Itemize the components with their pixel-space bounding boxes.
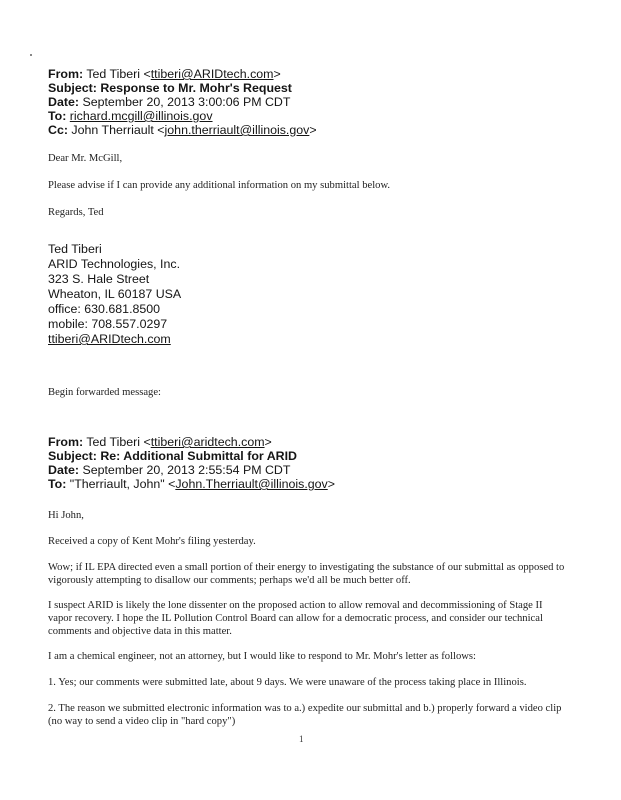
email1-to-line	[48, 109, 213, 123]
signature-email-link[interactable]: ttiberi@ARIDtech.com	[48, 332, 171, 346]
signature-company: ARID Technologies, Inc.	[48, 257, 181, 271]
from-close: >	[264, 435, 272, 449]
page-number: 1	[299, 734, 304, 744]
from-name: Ted Tiberi <	[86, 435, 151, 449]
date-text: September 20, 2013 2:55:54 PM CDT	[82, 463, 291, 477]
email2-list-item-1: 1. Yes; our comments were submitted late, about 9 days. We were unaware of the process taking place in Illinois.	[48, 677, 527, 688]
date-text: September 20, 2013 3:00:06 PM CDT	[82, 95, 291, 109]
email2-paragraph-1: Received a copy of Kent Mohr's filing yesterday.	[48, 536, 256, 547]
email2-greeting: Hi John,	[48, 510, 84, 521]
from-name: Ted Tiberi <	[86, 67, 151, 81]
email1-subject-line	[48, 81, 292, 95]
signature-street: 323 S. Hale Street	[48, 272, 150, 286]
cc-close: >	[309, 123, 317, 137]
email1-salutation: Dear Mr. McGill,	[48, 153, 123, 164]
email2-paragraph-2: Wow; if IL EPA directed even a small portion of their energy to investigating the substance of our submittal as opposed to vigorously attempting to disallow our comments; perhaps we'd all be much better off.	[48, 562, 565, 586]
to-name: "Therriault, John" <	[69, 477, 176, 491]
cc-email-link[interactable]: john.therriault@illinois.gov	[164, 123, 310, 137]
from-email-link[interactable]: ttiberi@ARIDtech.com	[150, 67, 274, 81]
email2-to-line	[48, 477, 335, 491]
cc-name: John Therriault <	[71, 123, 165, 137]
subject-text: Response to Mr. Mohr's Request	[100, 81, 292, 95]
email1-date-line	[48, 95, 290, 109]
email2-list-item-2: 2. The reason we submitted electronic information was to a.) expedite our submittal and b.) properly forward a video clip (no way to send a video clip in "hard copy")	[48, 703, 562, 727]
to-label: To:	[48, 477, 67, 491]
email1-closing: Regards, Ted	[48, 207, 104, 218]
subject-text: Re: Additional Submittal for ARID	[100, 449, 297, 463]
email1-from-line	[48, 67, 281, 81]
date-label: Date:	[48, 95, 79, 109]
to-email-link[interactable]: richard.mcgill@illinois.gov	[69, 109, 213, 123]
email2-date-line	[48, 463, 290, 477]
forward-note: Begin forwarded message:	[48, 387, 161, 398]
signature-mobile: mobile: 708.557.0297	[48, 317, 168, 331]
signature-name: Ted Tiberi	[48, 242, 102, 256]
scan-speck	[30, 54, 32, 56]
date-label: Date:	[48, 463, 79, 477]
from-label: From:	[48, 435, 84, 449]
email2-paragraph-4: I am a chemical engineer, not an attorney, but I would like to respond to Mr. Mohr's letter as follows:	[48, 651, 476, 662]
cc-label: Cc:	[48, 123, 68, 137]
from-email-link[interactable]: ttiberi@aridtech.com	[150, 435, 265, 449]
email2-paragraph-3: I suspect ARID is likely the lone dissenter on the proposed action to allow removal and decommissioning of Stage II vapor recovery. I hope the IL Pollution Control Board can allow for a democratic process, and consider our technical comments and objective data in this matter.	[48, 600, 543, 637]
subject-label: Subject:	[48, 81, 97, 95]
from-close: >	[273, 67, 281, 81]
subject-label: Subject:	[48, 449, 97, 463]
email2-subject-line	[48, 449, 297, 463]
email1-body: Please advise if I can provide any additional information on my submittal below.	[48, 180, 391, 191]
signature-city: Wheaton, IL 60187 USA	[48, 287, 182, 301]
from-label: From:	[48, 67, 84, 81]
email2-from-line	[48, 435, 272, 449]
to-close: >	[327, 477, 335, 491]
email1-cc-line	[48, 123, 317, 137]
to-email-link[interactable]: John.Therriault@illinois.gov	[175, 477, 328, 491]
signature-office: office: 630.681.8500	[48, 302, 161, 316]
to-label: To:	[48, 109, 67, 123]
